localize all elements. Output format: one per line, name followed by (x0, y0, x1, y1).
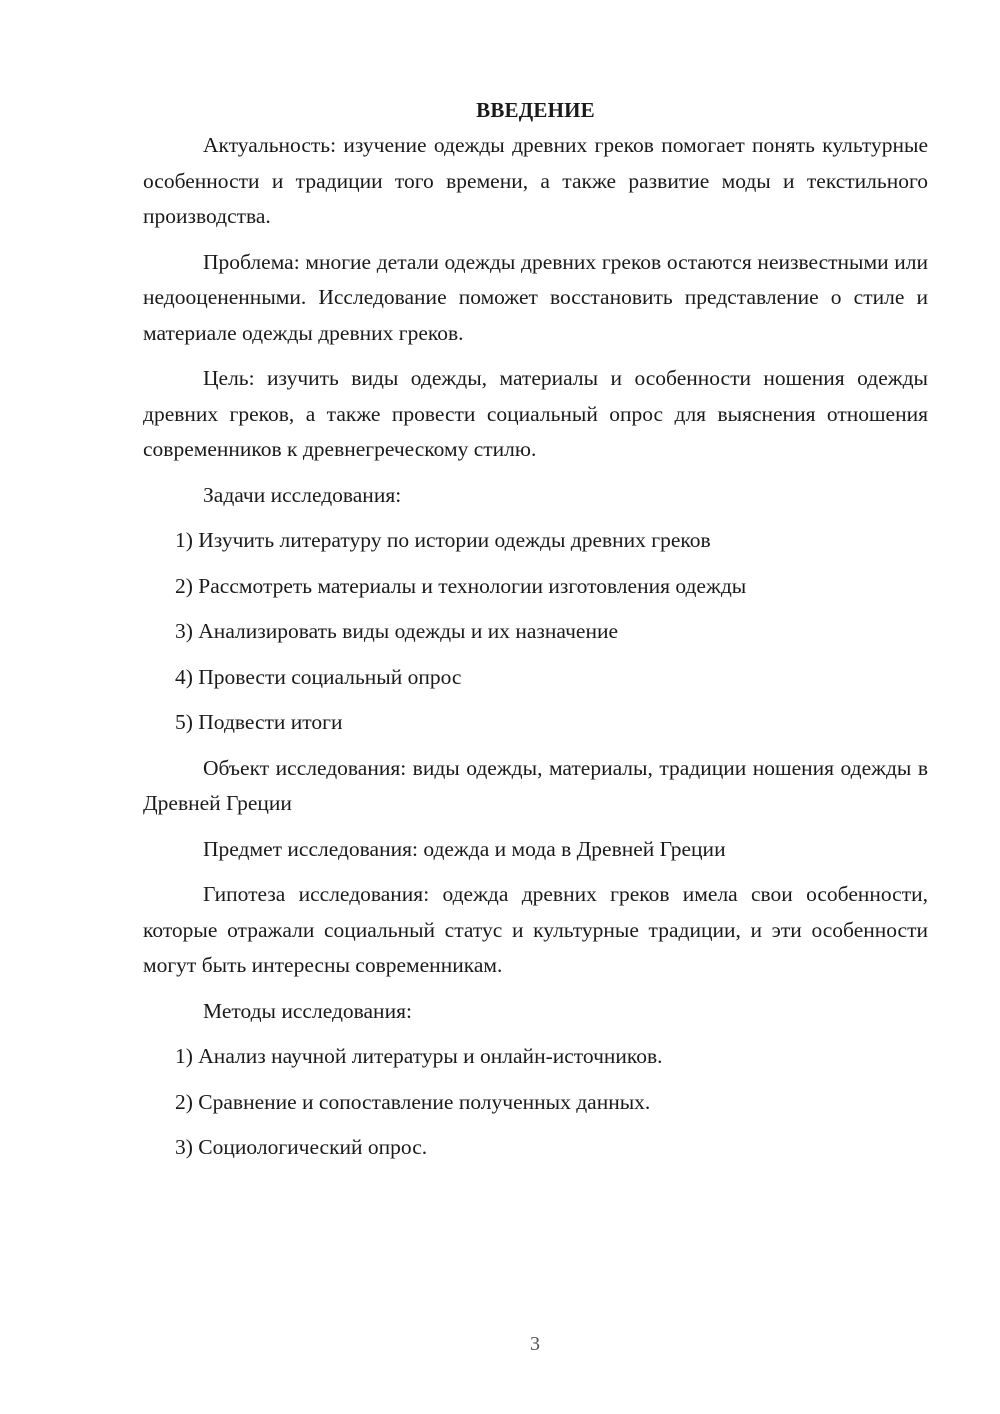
object-paragraph: Объект исследования: виды одежды, материалы, традиции ношения одежды в Древней Греции (143, 755, 928, 815)
problem-paragraph: Проблема: многие детали одежды древних греков остаются неизвестными или недооцененными. Исследование поможет восстановить представление о стиле и материале одежды древних греков. (143, 249, 928, 345)
method-item-3: 3) Социологический опрос. (175, 1135, 428, 1159)
task-item-5: 5) Подвести итоги (175, 710, 343, 734)
task-item-3: 3) Анализировать виды одежды и их назначение (175, 619, 619, 643)
page-number: 3 (530, 1333, 540, 1355)
method-item-1: 1) Анализ научной литературы и онлайн-источников. (175, 1044, 663, 1068)
methods-heading: Методы исследования: (203, 998, 412, 1023)
hypothesis-paragraph: Гипотеза исследования: одежда древних греков имела свои особенности, которые отражали социальный статус и культурные традиции, и эти особенности могут быть интересны современникам. (143, 882, 928, 977)
task-item-1: 1) Изучить литературу по истории одежды древних греков (175, 528, 711, 552)
page-title: ВВЕДЕНИЕ (476, 98, 595, 122)
subject-paragraph: Предмет исследования: одежда и мода в Древней Греции (203, 836, 726, 861)
task-item-4: 4) Провести социальный опрос (175, 664, 462, 689)
goal-paragraph: Цель: изучить виды одежды, материалы и особенности ношения одежды древних греков, а также провести социальный опрос для выяснения отношения современников к древнегреческому стилю. (143, 366, 928, 461)
tasks-heading: Задачи исследования: (203, 482, 402, 507)
task-item-2: 2) Рассмотреть материалы и технологии изготовления одежды (175, 573, 747, 598)
method-item-2: 2) Сравнение и сопоставление полученных данных. (175, 1089, 651, 1114)
relevance-paragraph: Актуальность: изучение одежды древних греков помогает понять культурные особенности и традиции того времени, а также развитие моды и текстильного производства. (143, 133, 928, 228)
document-page (143, 92, 928, 1166)
